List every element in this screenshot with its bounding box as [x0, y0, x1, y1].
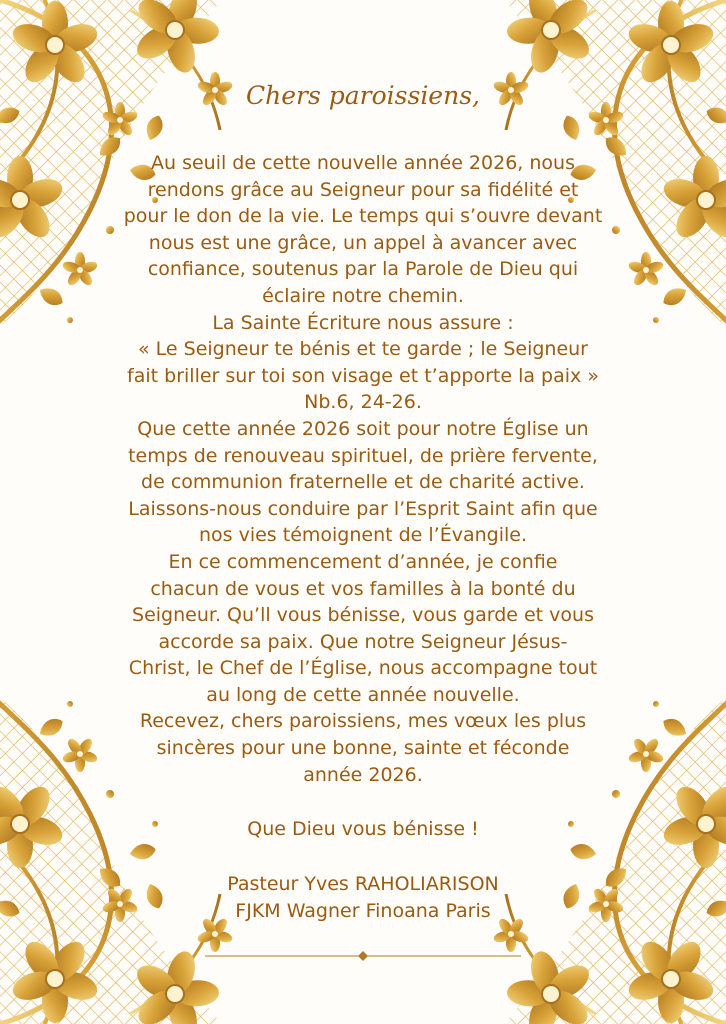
- blessing: Que Dieu vous bénisse !: [247, 818, 479, 841]
- paragraph-entrusting: En ce commencement d’année, je confie chacun de vous et vos familles à la bonté du Seigneur. Qu’ll vous bénisse, vous garde et vous accorde sa paix. Que notre Seigneur Jésus- Christ, le Chef de l’Église, nous accompagne tout au long de cette année nouvelle.: [128, 550, 598, 706]
- signature-organization: FJKM Wagner Finoana Paris: [235, 900, 491, 923]
- paragraph-church-wish: Que cette année 2026 soit pour notre Église un temps de renouveau spirituel, de prière fervente, de communion fraternelle et de charité active. Laissons-nous conduire par l’Esprit Saint afin que nos vies témoignent de l’Évangile.: [128, 417, 598, 547]
- greeting: Chers paroissiens,: [246, 81, 480, 110]
- paragraph-scripture: La Sainte Écriture nous assure : « Le Seigneur te bénis et te garde ; le Seigneur fait briller sur toi son visage et t’apporte la paix » Nb.6, 24-26.: [127, 311, 599, 414]
- signature-name: Pasteur Yves RAHOLIARISON: [227, 873, 499, 896]
- paragraph-wishes: Recevez, chers paroissiens, mes vœux les plus sincères pour une bonne, sainte et féconde année 2026.: [139, 710, 587, 786]
- letter-body: [95, 78, 631, 925]
- paragraph-opening: Au seuil de cette nouvelle année 2026, nous rendons grâce au Seigneur pour sa fidélité et pour le don de la vie. Le temps qui s’ouvre devant nous est une grâce, un appel à avancer avec confiance, soutenus par la Parole de Dieu qui éclaire notre chemin.: [123, 152, 603, 307]
- diamond-divider-line: [205, 951, 521, 961]
